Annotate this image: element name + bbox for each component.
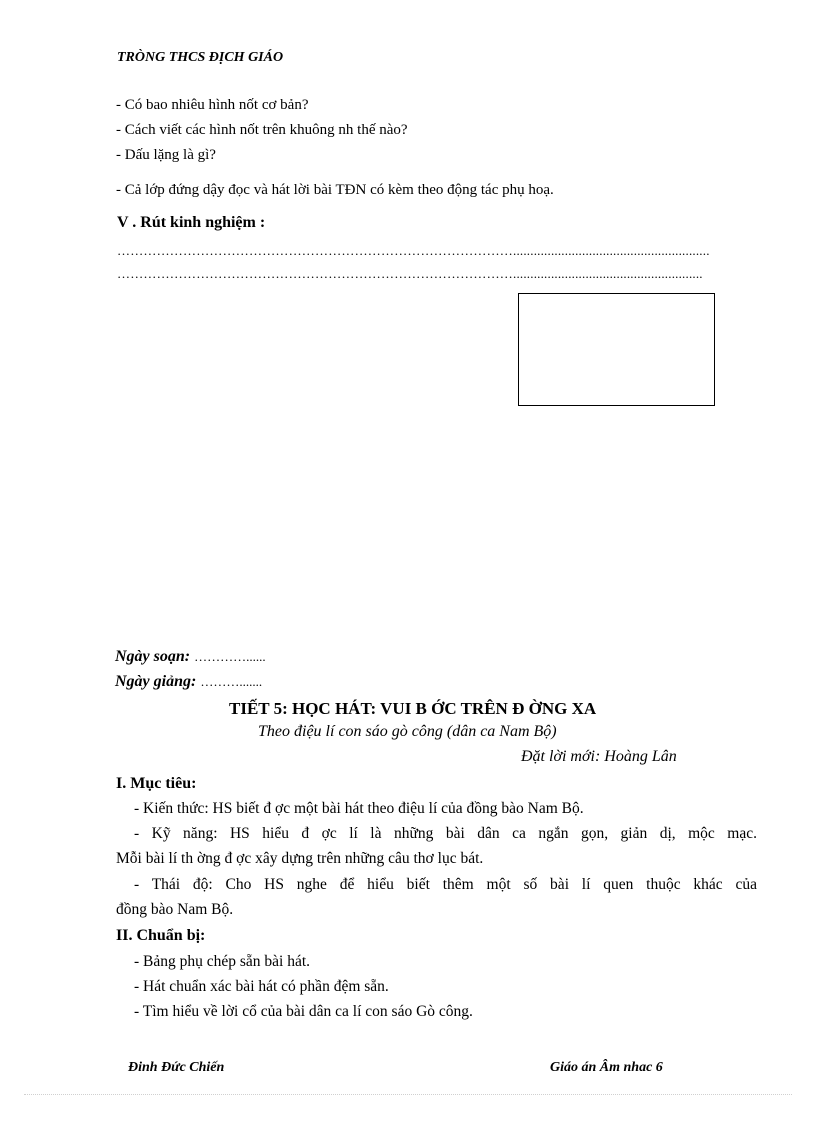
dotted-line-1: ………………………………………………………………………………......................................................... (117, 243, 710, 258)
objective-skill-line-2: Mỗi bài lí th ờng đ ợc xây dựng trên những câu thơ lục bát. (116, 850, 484, 867)
question-item: - Cách viết các hình nốt trên khuông nh thế nào? (116, 122, 408, 138)
footer-doc-title: Giáo án Âm nhac 6 (550, 1060, 663, 1075)
objective-skill-line-1: - Kỹ năng: HS hiểu đ ợc lí là những bài dân ca ngắn gọn, giản dị, mộc mạc. (134, 825, 757, 842)
taught-date-value: ………....... (200, 674, 263, 689)
question-item: - Có bao nhiêu hình nốt cơ bản? (116, 97, 309, 113)
objective-knowledge: - Kiến thức: HS biết đ ợc một bài hát theo điệu lí của đồng bào Nam Bộ. (134, 800, 584, 817)
section-i-title: I. Mục tiêu: (116, 775, 197, 792)
prepared-date (115, 648, 266, 666)
dotted-line-2: ………………………………………………………………………………....................................................... (117, 266, 703, 281)
lesson-subtitle: Theo điệu lí con sáo gò công (dân ca Nam Bộ) (258, 723, 557, 740)
taught-date-label: Ngày giảng: (115, 673, 197, 690)
lesson-author: Đặt lời mới: Hoàng Lân (521, 748, 677, 765)
prep-item: - Bảng phụ chép sẵn bài hát. (134, 953, 311, 970)
objective-attitude-line-2: đồng bào Nam Bộ. (116, 901, 234, 918)
prepared-date-value: …………...... (194, 649, 266, 664)
taught-date (115, 673, 262, 691)
section-ii-title: II. Chuẩn bị: (116, 927, 206, 944)
empty-frame-box (518, 293, 715, 406)
footer-divider (24, 1094, 792, 1095)
prep-item: - Hát chuẩn xác bài hát có phần đệm sẵn. (134, 978, 389, 995)
question-item: - Dấu lặng là gì? (116, 147, 216, 163)
question-item: - Cả lớp đứng dậy đọc và hát lời bài TĐN có kèm theo động tác phụ hoạ. (116, 182, 554, 198)
school-header: TRÒNG THCS ĐỊCH GIÁO (117, 50, 284, 65)
lesson-title: TIẾT 5: HỌC HÁT: VUI B ỚC TRÊN Đ ỜNG XA (229, 699, 597, 718)
section-v-title: V . Rút kinh nghiệm : (117, 214, 266, 231)
prepared-date-label: Ngày soạn: (115, 648, 191, 665)
prep-item: - Tìm hiểu về lời cổ của bài dân ca lí con sáo Gò công. (134, 1003, 473, 1020)
footer-author: Đinh Đức Chiến (128, 1060, 225, 1075)
objective-attitude-line-1: - Thái độ: Cho HS nghe để hiểu biết thêm một số bài lí quen thuộc khác của (134, 876, 757, 893)
